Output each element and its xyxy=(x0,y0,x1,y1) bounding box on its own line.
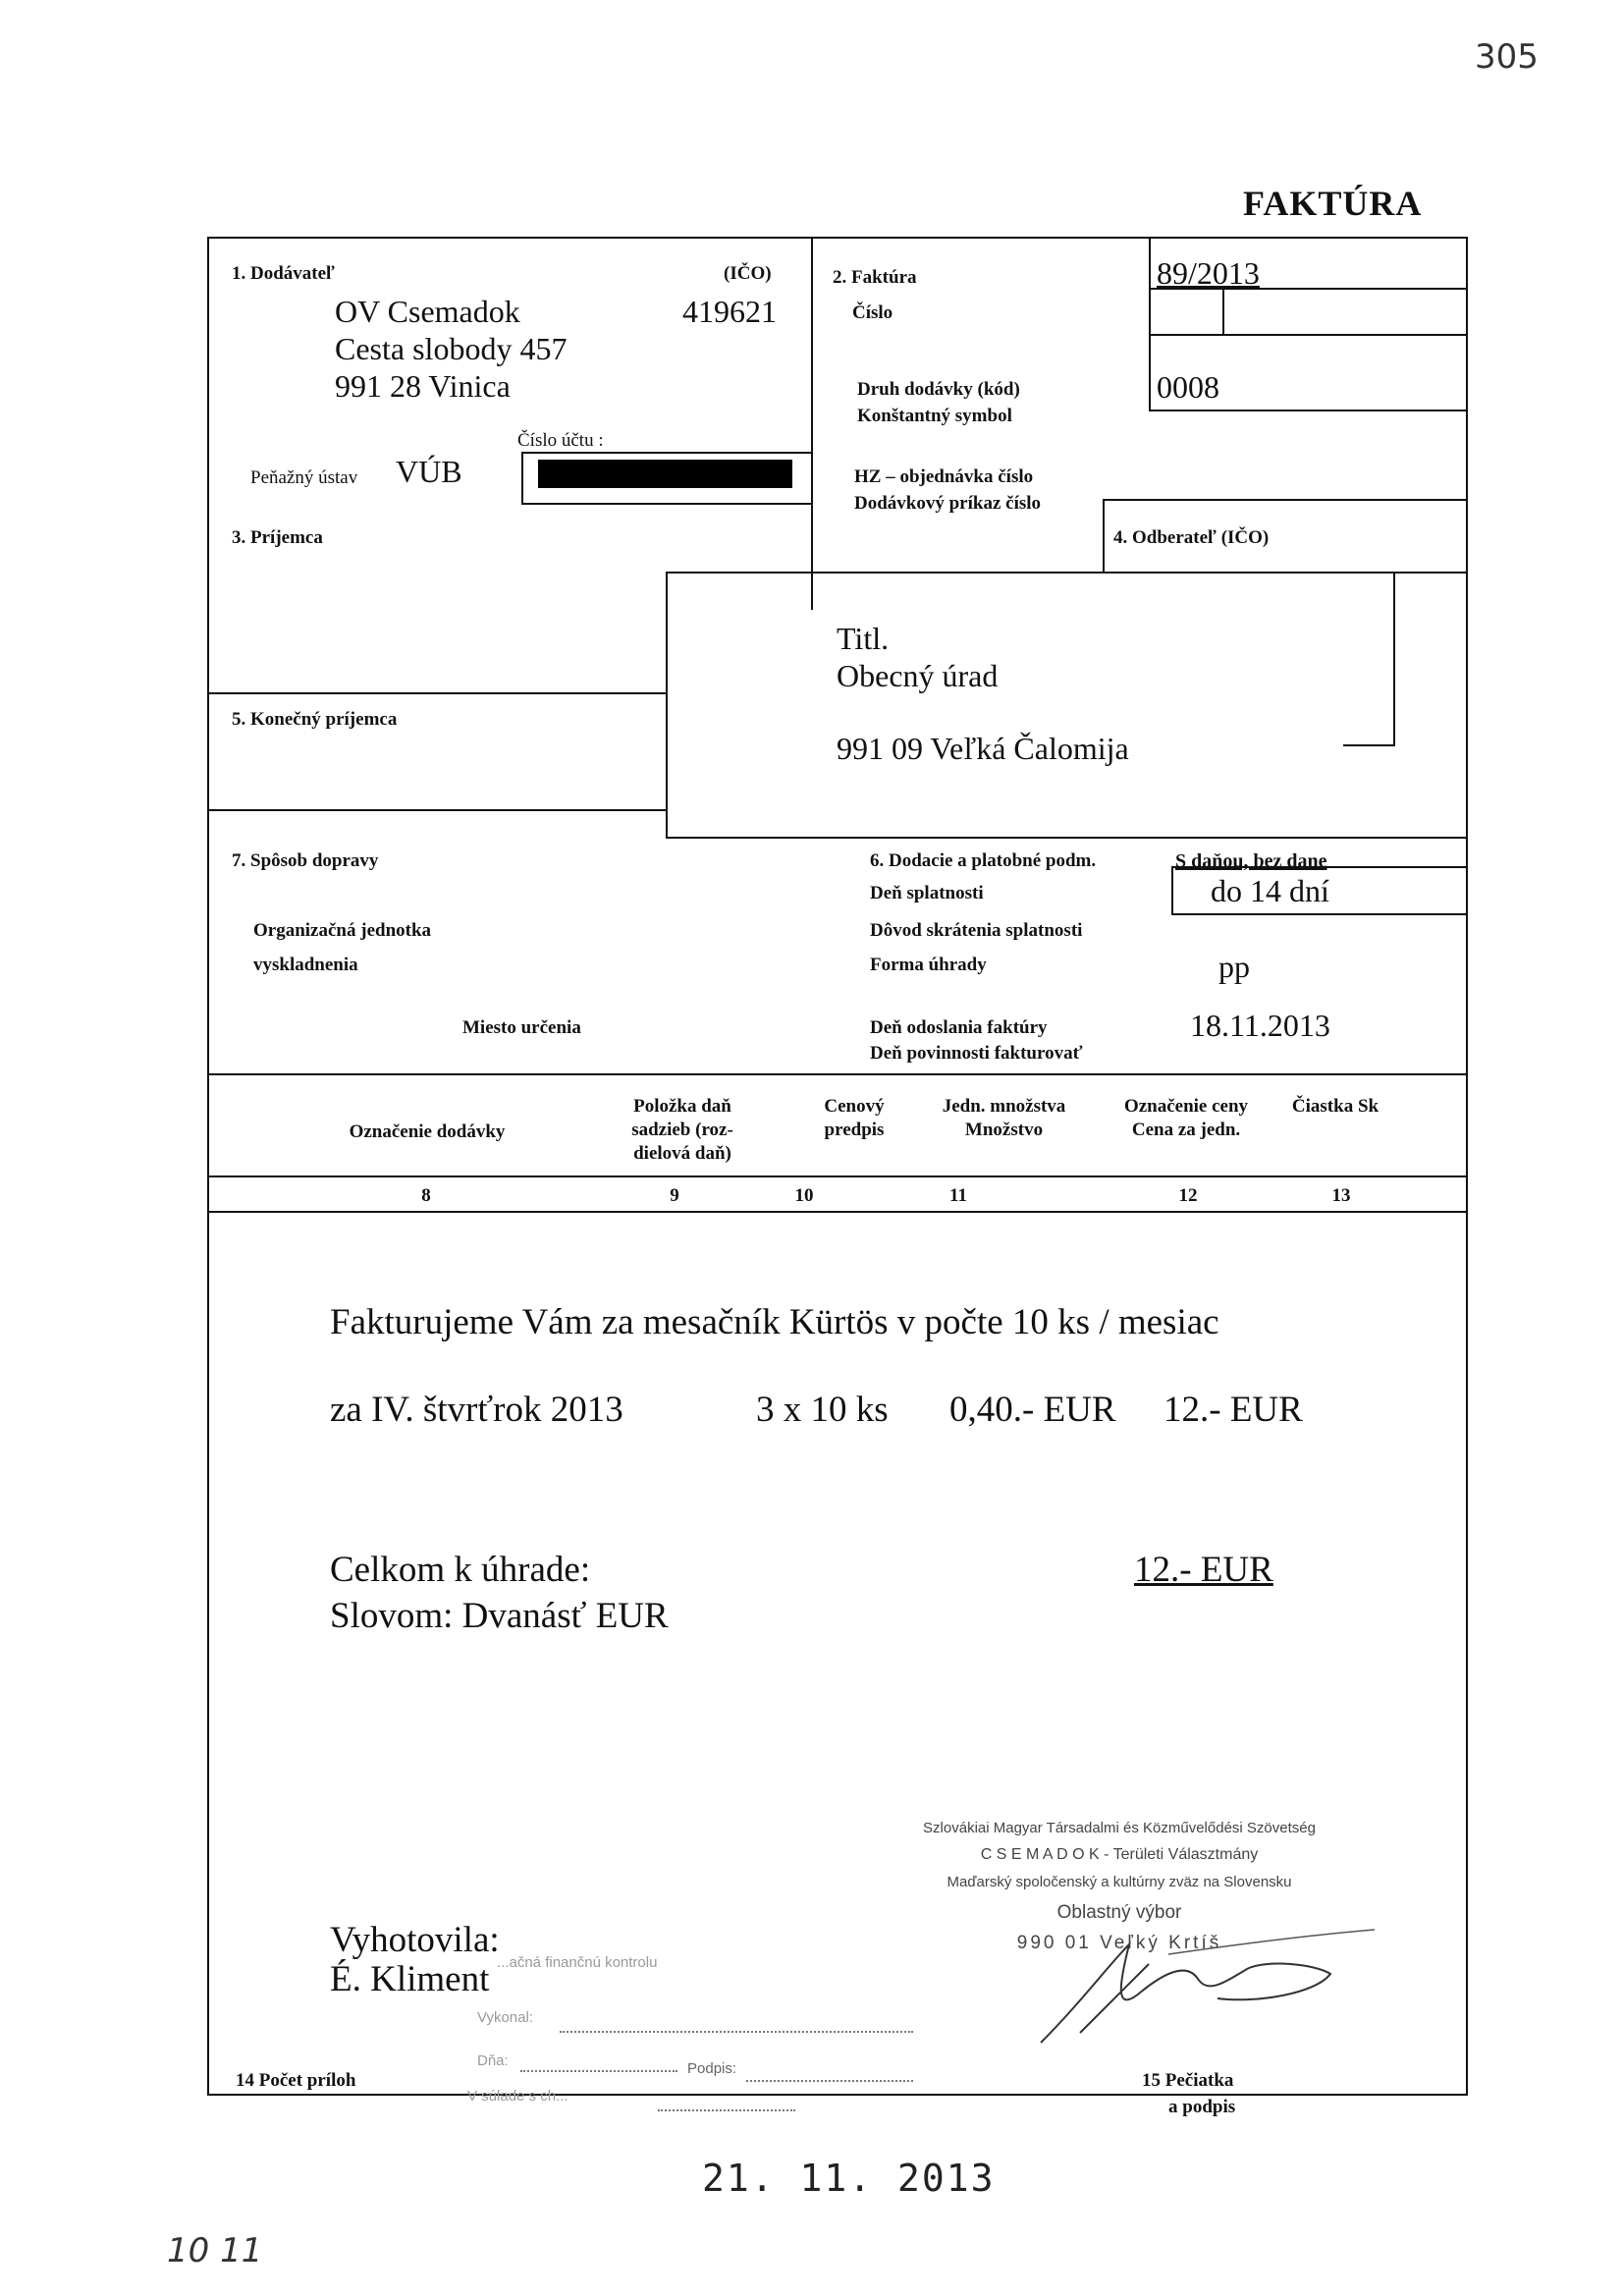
destination-label: Miesto určenia xyxy=(462,1017,581,1038)
amount-in-words: Slovom: Dvanásť EUR xyxy=(330,1596,669,1636)
supplier-label: 1. Dodávateľ xyxy=(232,263,335,284)
made-by-name: É. Kliment xyxy=(330,1959,490,1999)
col-number-11: 11 xyxy=(949,1185,967,1206)
control-line-2: Dňa: xyxy=(477,2052,509,2069)
title: FAKTÚRA xyxy=(1243,184,1423,223)
supplier-street: Cesta slobody 457 xyxy=(335,331,568,366)
col-header-delivery: Označenie dodávky xyxy=(349,1121,506,1142)
customer-city: 991 09 Veľká Čalomija xyxy=(837,731,1129,766)
total-value: 12.- EUR xyxy=(1134,1550,1273,1590)
tax-label: S daňou, bez dane xyxy=(1175,850,1327,872)
customer-name: Obecný úrad xyxy=(837,658,999,693)
col-number-12: 12 xyxy=(1178,1185,1198,1206)
payment-form-value: pp xyxy=(1218,949,1250,984)
supplier-ico: 419621 xyxy=(682,294,777,329)
recipient-label: 3. Príjemca xyxy=(232,527,323,548)
col-header-price-rule: Cenový predpis xyxy=(824,1096,885,1140)
stamp-line-2: C S E M A D O K - Területi Választmány xyxy=(980,1846,1259,1863)
attachments-label: 14 Počet príloh xyxy=(236,2070,356,2091)
payment-form-label: Forma úhrady xyxy=(870,955,987,975)
invoice-label: 2. Faktúra xyxy=(833,267,917,288)
stamp-line-1: Szlovákiai Magyar Társadalmi és Közművelődési Szövetség xyxy=(923,1820,1316,1836)
account-label: Číslo účtu : xyxy=(517,430,604,451)
col-header-unit-price: Označenie ceny Cena za jedn. xyxy=(1123,1096,1249,1140)
col-number-8: 8 xyxy=(421,1185,431,1206)
supplier-ico-label: (IČO) xyxy=(724,263,772,284)
col-number-9: 9 xyxy=(670,1185,679,1206)
bank-label: Peňažný ústav xyxy=(250,467,358,488)
due-date-label: Deň splatnosti xyxy=(870,883,984,903)
col-number-13: 13 xyxy=(1331,1185,1351,1206)
col-number-10: 10 xyxy=(794,1185,814,1206)
billing-duty-label: Deň povinnosti fakturovať xyxy=(870,1043,1083,1064)
body-line-2-amount: 12.- EUR xyxy=(1163,1390,1303,1430)
stamp-line-3: Maďarský spoločenský a kultúrny zväz na Slovensku xyxy=(947,1874,1292,1890)
org-unit-label-1: Organizačná jednotka xyxy=(253,920,432,941)
transport-label: 7. Spôsob dopravy xyxy=(232,850,379,871)
account-number-redaction xyxy=(538,460,792,488)
body-line-2-quantity: 3 x 10 ks xyxy=(756,1390,889,1430)
page-number-mark: 305 xyxy=(1475,37,1539,77)
made-by-label: Vyhotovila: xyxy=(330,1920,500,1960)
delivery-kind-label: Druh dodávky (kód) xyxy=(857,379,1020,400)
control-line-1: Vykonal: xyxy=(477,2009,533,2026)
sent-date-value: 18.11.2013 xyxy=(1190,1008,1330,1043)
constant-symbol-label: Konštantný symbol xyxy=(857,406,1012,426)
signature xyxy=(1021,1925,1375,2062)
sent-date-label: Deň odoslania faktúry xyxy=(870,1017,1048,1038)
body-line-2-unit-price: 0,40.- EUR xyxy=(949,1390,1116,1430)
org-unit-label-2: vyskladnenia xyxy=(253,955,358,975)
final-recipient-label: 5. Konečný príjemca xyxy=(232,709,398,730)
control-line-2b: Podpis: xyxy=(687,2060,737,2077)
col-header-tax: Položka daň sadzieb (roz-dielová daň) xyxy=(631,1096,733,1164)
invoice-number: 89/2013 xyxy=(1157,255,1260,291)
control-line-3: V súlade s ch... xyxy=(467,2088,568,2105)
stamp-line-5: 990 01 Veľký Krtíš xyxy=(1016,1933,1222,1953)
col-header-amount: Čiastka Sk xyxy=(1291,1096,1380,1117)
body-line-1: Fakturujeme Vám za mesačník Kürtös v počte 10 ks / mesiac xyxy=(330,1302,1219,1342)
customer-label: 4. Odberateľ (IČO) xyxy=(1113,527,1270,548)
seal-label-1: 15 Pečiatka xyxy=(1142,2070,1234,2091)
due-date-value: do 14 dní xyxy=(1211,873,1329,908)
delivery-order-label: Dodávkový príkaz číslo xyxy=(854,493,1042,514)
shorten-reason-label: Dôvod skrátenia splatnosti xyxy=(870,920,1083,941)
supplier-city: 991 28 Vinica xyxy=(335,368,511,404)
invoice-number-label: Číslo xyxy=(852,302,893,323)
customer-title: Titl. xyxy=(837,621,890,656)
order-number-label: HZ – objednávka číslo xyxy=(854,466,1034,487)
terms-label: 6. Dodacie a platobné podm. xyxy=(870,850,1097,871)
bank-name: VÚB xyxy=(396,454,462,489)
constant-symbol: 0008 xyxy=(1157,369,1219,405)
seal-label-2: a podpis xyxy=(1168,2097,1236,2117)
body-line-2-period: za IV. štvrťrok 2013 xyxy=(330,1390,623,1430)
control-title: ...ačná finančnú kontrolu xyxy=(497,1954,658,1971)
col-header-quantity: Jedn. množstva Množstvo xyxy=(942,1096,1066,1140)
received-date-stamp: 21. 11. 2013 xyxy=(702,2157,996,2200)
supplier-name: OV Csemadok xyxy=(335,294,520,329)
stamp-line-4: Oblastný výbor xyxy=(1056,1902,1182,1923)
corner-handwritten-note: 10 11 xyxy=(167,2231,263,2270)
total-label: Celkom k úhrade: xyxy=(330,1550,591,1590)
